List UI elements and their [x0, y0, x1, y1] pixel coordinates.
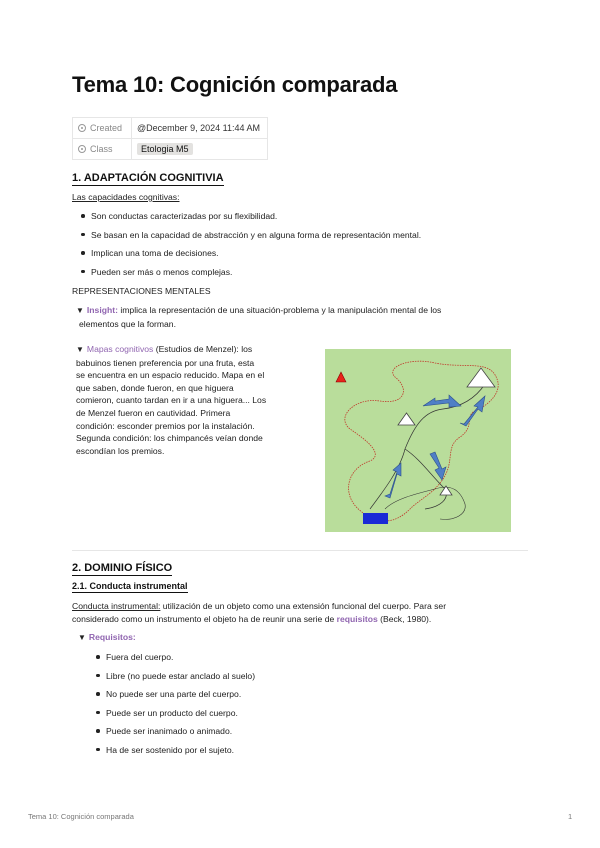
cognitive-map-figure [325, 349, 511, 532]
mapas-toggle[interactable]: ▼ Mapas cognitivos (Estudios de Menzel): los babuinos tienen preferencia por una fruta, esta se encuentra en un espacio reducido. Mapa en el que saben, donde fueron, en que higuera comieron, cuanto tardan en ir a una higuera... Los de Menzel fueron en cautividad. Primera condición: esconder premios por la instalación. Segunda condición: los chimpancés veían donde escondían los premios. [76, 344, 267, 456]
list-item: Implican una toma de decisiones. [76, 247, 421, 266]
toggle-triangle-icon[interactable]: ▼ [78, 633, 86, 642]
list-item: Puede ser inanimado o animado. [91, 725, 255, 744]
requisitos-toggle[interactable]: ▼ Requisitos: [78, 632, 136, 642]
section1-intro: Las capacidades cognitivas: [72, 192, 180, 202]
representaciones-heading: REPRESENTACIONES MENTALES [72, 286, 211, 296]
created-value: @December 9, 2024 11:44 AM [132, 118, 268, 139]
class-tag[interactable]: Etologia M5 [137, 143, 193, 155]
list-item: Son conductas caracterizadas por su flexibilidad. [76, 210, 421, 229]
divider [72, 550, 528, 551]
requisitos-link[interactable]: requisitos [336, 613, 378, 624]
insight-term: Insight: [86, 305, 118, 315]
created-label: Created [90, 123, 123, 133]
select-icon [78, 145, 86, 153]
page-title: Tema 10: Cognición comparada [72, 72, 398, 97]
page-number: 1 [568, 812, 573, 821]
toggle-triangle-icon[interactable]: ▼ [76, 345, 84, 354]
list-item: Ha de ser sostenido por el sujeto. [91, 744, 255, 763]
section1-bullets [76, 210, 421, 284]
list-item: Puede ser un producto del cuerpo. [91, 707, 255, 726]
start-box [363, 513, 388, 524]
clock-icon [78, 124, 86, 132]
class-label: Class [90, 144, 113, 154]
requisitos-list [91, 651, 255, 763]
property-created [73, 118, 268, 139]
insight-toggle[interactable]: ▼ Insight: implica la representación de una situación-problema y la manipulación mental de los elementos que la forman. [76, 305, 442, 329]
conducta-instrumental-heading: 2.1. Conducta instrumental [72, 581, 188, 591]
section1-heading: 1. ADAPTACIÓN COGNITIVIA [72, 172, 224, 184]
list-item: Libre (no puede estar anclado al suelo) [91, 670, 255, 689]
list-item: No puede ser una parte del cuerpo. [91, 688, 255, 707]
footer-title: Tema 10: Cognición comparada [28, 812, 134, 821]
toggle-triangle-icon[interactable]: ▼ [76, 306, 84, 315]
section2-heading: 2. DOMINIO FÍSICO [72, 562, 173, 574]
list-item: Pueden ser más o menos complejas. [76, 266, 421, 285]
list-item: Fuera del cuerpo. [91, 651, 255, 670]
mapas-term: Mapas cognitivos [86, 344, 154, 354]
property-class [73, 139, 268, 160]
list-item: Se basan en la capacidad de abstracción y en alguna forma de representación mental. [76, 229, 421, 248]
properties-table [72, 117, 268, 160]
conducta-definition: Conducta instrumental: utilización de un objeto como una extensión funcional del cuerpo. Para ser considerado como un instrumento el objeto ha de reunir una serie de requisitos (Beck, 1980). [72, 601, 447, 624]
